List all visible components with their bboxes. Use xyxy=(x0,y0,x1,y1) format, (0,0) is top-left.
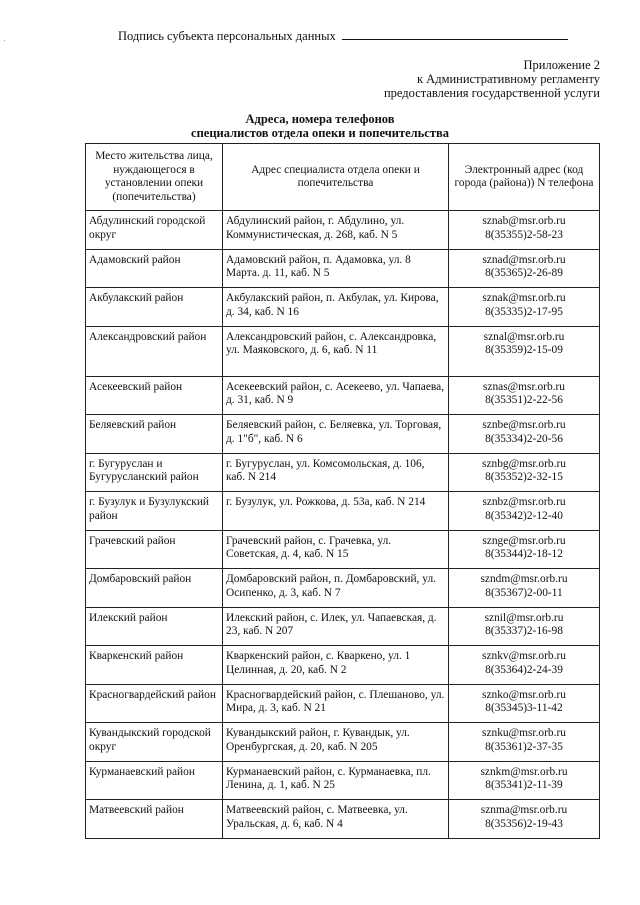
phone-text: 8(35342)2-12-40 xyxy=(485,509,563,522)
email-text: sznma@msr.orb.ru xyxy=(480,804,568,816)
table-row xyxy=(86,646,600,685)
contact-cell xyxy=(449,376,600,415)
address-cell: г. Бузулук, ул. Рожкова, д. 53а, каб. N 214 xyxy=(223,492,449,531)
email-text: sznge@msr.orb.ru xyxy=(482,534,566,547)
contact-cell xyxy=(449,723,600,762)
email-text: sznas@msr.orb.ru xyxy=(483,380,565,393)
contacts-table xyxy=(85,143,600,839)
district-cell: Беляевский район xyxy=(86,415,223,454)
contact-cell xyxy=(449,684,600,723)
phone-text: 8(35356)2-19-43 xyxy=(485,817,563,830)
email-text: sznad@msr.orb.ru xyxy=(482,253,566,266)
district-cell: Абдулинский городской округ xyxy=(86,211,223,250)
phone-text: 8(35337)2-16-98 xyxy=(485,625,563,637)
email-text: sznkv@msr.orb.ru xyxy=(482,650,566,662)
phone-text: 8(35334)2-20-56 xyxy=(485,432,563,445)
address-cell: Абдулинский район, г. Абдулино, ул. Коммунистическая, д. 268, каб. N 5 xyxy=(223,211,449,250)
table-row xyxy=(86,800,600,839)
contact-cell xyxy=(449,761,600,800)
contact-cell xyxy=(449,211,600,250)
table-row xyxy=(86,376,600,415)
phone-text: 8(35335)2-17-95 xyxy=(485,305,563,318)
address-cell: Илекский район, с. Илек, ул. Чапаевская, д. 23, каб. N 207 xyxy=(223,607,449,646)
address-cell: Асекеевский район, с. Асекеево, ул. Чапаева, д. 31, каб. N 9 xyxy=(223,376,449,415)
table-row xyxy=(86,453,600,492)
email-text: sznko@msr.orb.ru xyxy=(482,688,566,701)
email-text: szndm@msr.orb.ru xyxy=(480,573,568,585)
email-text: sznbg@msr.orb.ru xyxy=(482,457,566,470)
email-text: sznak@msr.orb.ru xyxy=(482,292,566,304)
address-cell: Акбулакский район, п. Акбулак, ул. Кирова, д. 34, каб. N 16 xyxy=(223,288,449,327)
title-line-1: Адреса, номера телефонов xyxy=(245,112,395,126)
phone-text: 8(35355)2-58-23 xyxy=(485,228,563,241)
table-row xyxy=(86,326,600,376)
appendix-line-3: предоставления государственной услуги xyxy=(383,86,600,100)
address-cell: Беляевский район, с. Беляевка, ул. Торговая, д. 1"б", каб. N 6 xyxy=(223,415,449,454)
contact-cell xyxy=(449,326,600,376)
district-cell: г. Бузулук и Бузулукский район xyxy=(86,492,223,531)
address-cell: Домбаровский район, п. Домбаровский, ул. Осипенко, д. 3, каб. N 7 xyxy=(223,569,449,608)
signature-label: Подпись субъекта персональных данных xyxy=(118,29,336,43)
address-cell: Красногвардейский район, с. Плешаново, ул. Мира, д. 3, каб. N 21 xyxy=(223,684,449,723)
contact-cell xyxy=(449,530,600,569)
table-row xyxy=(86,569,600,608)
district-cell: Акбулакский район xyxy=(86,288,223,327)
phone-text: 8(35365)2-26-89 xyxy=(485,267,563,279)
title-line-2: специалистов отдела опеки и попечительства xyxy=(191,126,449,140)
appendix-header xyxy=(384,58,600,100)
signature-blank xyxy=(342,28,568,40)
contact-cell xyxy=(449,492,600,531)
table-row xyxy=(86,211,600,250)
district-cell: Александровский район xyxy=(86,326,223,376)
email-text: sznbz@msr.orb.ru xyxy=(482,496,566,508)
table-row xyxy=(86,415,600,454)
address-cell: г. Бугуруслан, ул. Комсомольская, д. 106, каб. N 214 xyxy=(223,453,449,492)
address-cell: Грачевский район, с. Грачевка, ул. Советская, д. 4, каб. N 15 xyxy=(223,530,449,569)
contact-cell xyxy=(449,288,600,327)
appendix-line-1: Приложение 2 xyxy=(523,58,600,72)
email-text: sznil@msr.orb.ru xyxy=(484,611,564,624)
district-cell: Курманаевский район xyxy=(86,761,223,800)
scan-dot xyxy=(4,40,5,41)
contact-cell xyxy=(449,646,600,685)
address-cell: Матвеевский район, с. Матвеевка, ул. Уральская, д. 6, каб. N 4 xyxy=(223,800,449,839)
contact-cell xyxy=(449,607,600,646)
table-row xyxy=(86,761,600,800)
email-text: sznbe@msr.orb.ru xyxy=(482,419,566,431)
address-cell: Адамовский район, п. Адамовка, ул. 8 Марта. д. 11, каб. N 5 xyxy=(223,249,449,288)
email-text: sznal@msr.orb.ru xyxy=(483,330,565,343)
district-cell: г. Бугуруслан и Бугурусланский район xyxy=(86,453,223,492)
district-cell: Матвеевский район xyxy=(86,800,223,839)
table-row xyxy=(86,684,600,723)
district-cell: Кувандыкский городской округ xyxy=(86,723,223,762)
phone-text: 8(35364)2-24-39 xyxy=(485,663,563,676)
address-cell: Кувандыкский район, г. Кувандык, ул. Оренбургская, д. 20, каб. N 205 xyxy=(223,723,449,762)
table-row xyxy=(86,288,600,327)
district-cell: Асекеевский район xyxy=(86,376,223,415)
header-contact: Электронный адрес (код города (района)) N телефона xyxy=(449,144,600,211)
address-cell: Кваркенский район, с. Кваркено, ул. 1 Целинная, д. 20, каб. N 2 xyxy=(223,646,449,685)
email-text: sznku@msr.orb.ru xyxy=(482,727,566,739)
signature-line-block xyxy=(118,28,568,44)
district-cell: Домбаровский район xyxy=(86,569,223,608)
phone-text: 8(35344)2-18-12 xyxy=(485,548,563,560)
header-residence: Место жительства лица, нуждающегося в установлении опеки (попечительства) xyxy=(86,144,223,211)
district-cell: Адамовский район xyxy=(86,249,223,288)
appendix-line-2: к Административному регламенту xyxy=(416,72,600,86)
phone-text: 8(35345)3-11-42 xyxy=(485,702,563,714)
table-row xyxy=(86,249,600,288)
header-address: Адрес специалиста отдела опеки и попечительства xyxy=(223,144,449,211)
email-text: sznab@msr.orb.ru xyxy=(482,215,566,227)
table-row xyxy=(86,723,600,762)
email-text: sznkm@msr.orb.ru xyxy=(480,765,568,778)
contact-cell xyxy=(449,453,600,492)
table-row xyxy=(86,607,600,646)
phone-text: 8(35341)2-11-39 xyxy=(485,779,563,791)
table-header-row xyxy=(86,144,600,211)
contact-cell xyxy=(449,415,600,454)
district-cell: Красногвардейский район xyxy=(86,684,223,723)
phone-text: 8(35351)2-22-56 xyxy=(485,394,563,406)
district-cell: Илекский район xyxy=(86,607,223,646)
contact-cell xyxy=(449,800,600,839)
contact-cell xyxy=(449,249,600,288)
phone-text: 8(35367)2-00-11 xyxy=(485,586,563,599)
table-row xyxy=(86,530,600,569)
phone-text: 8(35352)2-32-15 xyxy=(485,471,563,483)
phone-text: 8(35361)2-37-35 xyxy=(485,740,563,753)
district-cell: Грачевский район xyxy=(86,530,223,569)
district-cell: Кваркенский район xyxy=(86,646,223,685)
table-row xyxy=(86,492,600,531)
address-cell: Александровский район, с. Александровка, ул. Маяковского, д. 6, каб. N 11 xyxy=(223,326,449,376)
document-title xyxy=(0,112,640,140)
address-cell: Курманаевский район, с. Курманаевка, пл. Ленина, д. 1, каб. N 25 xyxy=(223,761,449,800)
phone-text: 8(35359)2-15-09 xyxy=(485,344,563,356)
contact-cell xyxy=(449,569,600,608)
